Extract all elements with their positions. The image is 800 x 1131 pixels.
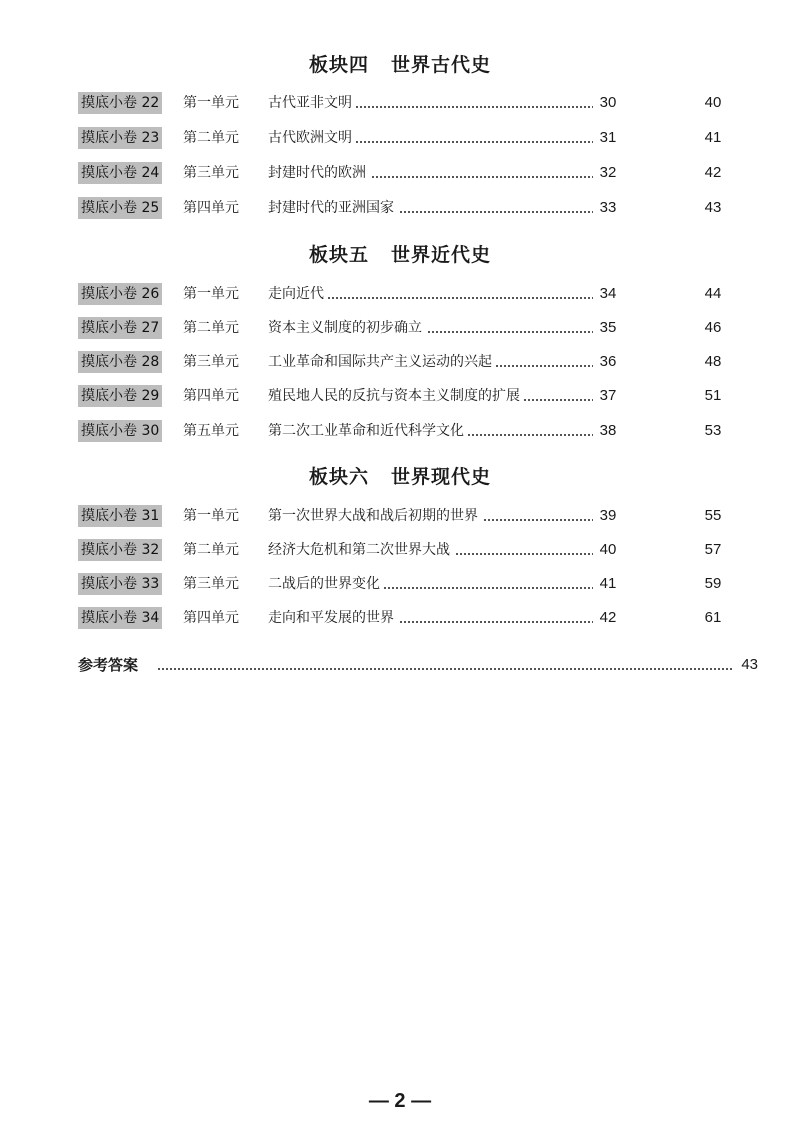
answer-page: 42 (704, 164, 722, 181)
answer-page: 41 (704, 129, 722, 146)
page-number: — 2 — (368, 1090, 432, 1112)
quiz-page: 34 (593, 283, 623, 305)
quiz-tag: 摸底小卷 34 (78, 607, 162, 629)
section-name: 世界近代史 (391, 244, 492, 266)
toc-row[interactable] (78, 420, 748, 444)
quiz-tag: 摸底小卷 27 (78, 317, 162, 339)
quiz-tag: 摸底小卷 22 (78, 92, 162, 114)
unit-label: 第二单元 (183, 320, 239, 336)
unit-label: 第一单元 (183, 508, 239, 524)
unit-label: 第一单元 (183, 95, 239, 111)
quiz-page: 37 (593, 385, 623, 407)
quiz-tag: 摸底小卷 31 (78, 505, 162, 527)
unit-label: 第一单元 (183, 286, 239, 302)
section-block: 板块六 (308, 466, 369, 488)
entry-title: 资本主义制度的初步确立 (268, 317, 426, 339)
section-title (0, 462, 800, 489)
toc-row[interactable] (78, 351, 748, 375)
toc-row[interactable] (78, 317, 748, 341)
quiz-tag: 摸底小卷 24 (78, 162, 162, 184)
quiz-page: 41 (593, 573, 623, 595)
unit-label: 第三单元 (183, 576, 239, 592)
toc-row[interactable] (78, 385, 748, 409)
entry-title: 工业革命和国际共产主义运动的兴起 (268, 351, 496, 373)
entry-title: 走向近代 (268, 283, 328, 305)
toc-row[interactable] (78, 573, 748, 597)
unit-label: 第二单元 (183, 130, 239, 146)
quiz-page: 42 (593, 607, 623, 629)
unit-label: 第三单元 (183, 165, 239, 181)
answers-page: 43 (741, 656, 758, 673)
entry-title: 二战后的世界变化 (268, 573, 384, 595)
quiz-page: 30 (593, 92, 623, 114)
quiz-page: 40 (593, 539, 623, 561)
toc-row[interactable] (78, 607, 748, 631)
section-name: 世界古代史 (391, 54, 492, 76)
toc-row[interactable] (78, 127, 748, 151)
answer-page: 40 (704, 94, 722, 111)
answer-page: 44 (704, 285, 722, 302)
answer-page: 43 (704, 199, 722, 216)
quiz-tag: 摸底小卷 32 (78, 539, 162, 561)
answer-page: 53 (704, 422, 722, 439)
answer-page: 55 (704, 507, 722, 524)
unit-label: 第二单元 (183, 542, 239, 558)
quiz-page: 35 (593, 317, 623, 339)
section-block: 板块五 (308, 244, 369, 266)
quiz-page: 36 (593, 351, 623, 373)
quiz-page: 33 (593, 197, 623, 219)
toc-row[interactable] (78, 197, 748, 221)
unit-label: 第五单元 (183, 423, 239, 439)
answer-page: 59 (704, 575, 722, 592)
entry-title: 封建时代的亚洲国家 (268, 197, 398, 219)
quiz-page: 32 (593, 162, 623, 184)
toc-row[interactable] (78, 162, 748, 186)
answer-page: 46 (704, 319, 722, 336)
quiz-page: 31 (593, 127, 623, 149)
entry-title: 第二次工业革命和近代科学文化 (268, 420, 468, 442)
entry-title: 第一次世界大战和战后初期的世界 (268, 505, 482, 527)
entry-title: 封建时代的欧洲 (268, 162, 370, 184)
answer-page: 57 (704, 541, 722, 558)
quiz-tag: 摸底小卷 28 (78, 351, 162, 373)
unit-label: 第三单元 (183, 354, 239, 370)
toc-row[interactable] (78, 283, 748, 307)
entry-title: 走向和平发展的世界 (268, 607, 398, 629)
toc-row[interactable] (78, 92, 748, 116)
section-block: 板块四 (308, 54, 369, 76)
answers-label: 参考答案 (78, 654, 144, 676)
entry-title: 古代亚非文明 (268, 92, 356, 114)
answer-page: 61 (704, 609, 722, 626)
entry-title: 古代欧洲文明 (268, 127, 356, 149)
unit-label: 第四单元 (183, 200, 239, 216)
section-title (0, 50, 800, 77)
unit-label: 第四单元 (183, 610, 239, 626)
quiz-tag: 摸底小卷 33 (78, 573, 162, 595)
section-title (0, 240, 800, 267)
quiz-tag: 摸底小卷 23 (78, 127, 162, 149)
dot-leader (158, 668, 732, 670)
entry-title: 经济大危机和第二次世界大战 (268, 539, 454, 561)
toc-row[interactable] (78, 505, 748, 529)
quiz-tag: 摸底小卷 29 (78, 385, 162, 407)
answer-page: 48 (704, 353, 722, 370)
section-name: 世界现代史 (391, 466, 492, 488)
quiz-page: 38 (593, 420, 623, 442)
unit-label: 第四单元 (183, 388, 239, 404)
quiz-tag: 摸底小卷 30 (78, 420, 162, 442)
toc-row[interactable] (78, 539, 748, 563)
answers-row[interactable] (78, 654, 758, 678)
answer-page: 51 (704, 387, 722, 404)
entry-title: 殖民地人民的反抗与资本主义制度的扩展 (268, 385, 524, 407)
quiz-tag: 摸底小卷 26 (78, 283, 162, 305)
quiz-page: 39 (593, 505, 623, 527)
quiz-tag: 摸底小卷 25 (78, 197, 162, 219)
